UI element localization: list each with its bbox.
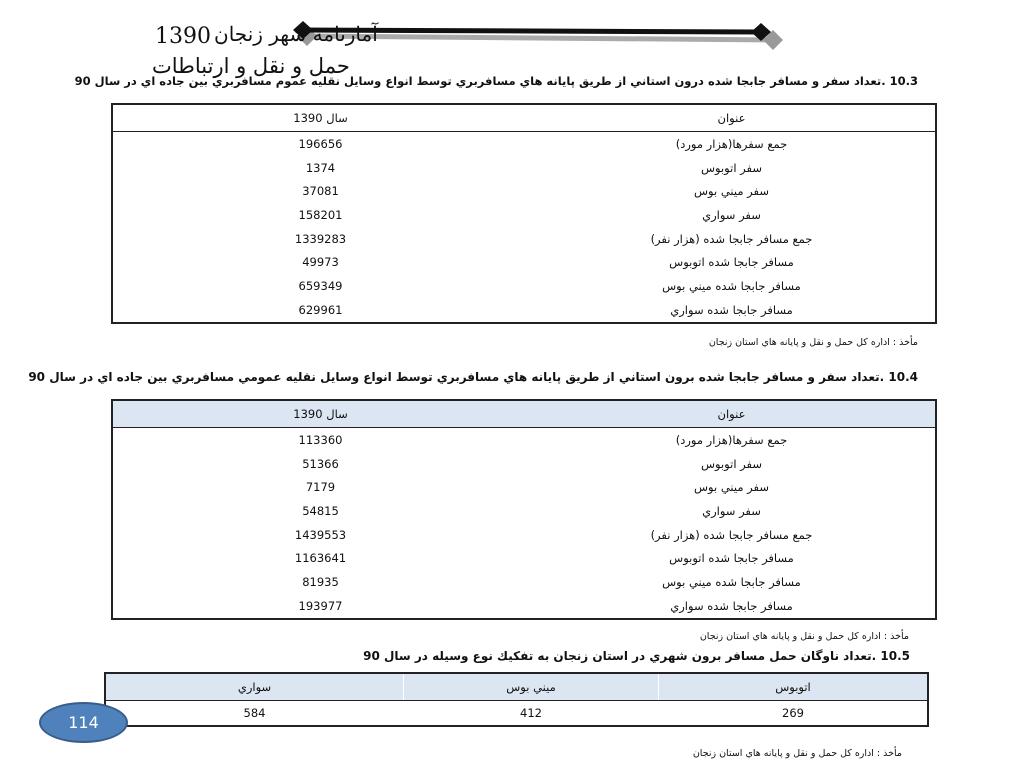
- table-row: [112, 546, 936, 570]
- row-value: 7179: [305, 480, 336, 495]
- row-value: 196656: [298, 136, 343, 151]
- row-label: مسافر جابجا شده ميني بوس: [662, 574, 801, 589]
- row-label: مسافر جابجا شده ميني بوس: [662, 278, 801, 293]
- chapter-title: حمل و نقل و ارتباطات: [152, 54, 350, 78]
- table-row: [112, 594, 936, 619]
- car-count: 584: [243, 705, 266, 720]
- column-header-year: سال 1390: [112, 400, 528, 428]
- table-row: [112, 523, 936, 547]
- column-header-car: سواري: [105, 673, 404, 701]
- table-row: [112, 475, 936, 499]
- table-row: [112, 428, 936, 452]
- table-10-4: [111, 399, 937, 620]
- row-value: 1163641: [294, 551, 347, 566]
- row-label: مسافر جابجا شده سواري: [670, 302, 793, 317]
- row-label: مسافر جابجا شده سواري: [670, 598, 793, 613]
- row-label: سفر ميني بوس: [694, 480, 769, 495]
- table-row: [112, 499, 936, 523]
- table-10-5-caption: 10.5 .تعداد ناوگان حمل مسافر برون شهري در استان زنجان به تفكيك نوع وسيله در سال 90: [363, 649, 910, 663]
- table-row: [105, 701, 928, 726]
- column-header-title: عنوان: [528, 104, 936, 132]
- column-header-minibus: ميني بوس: [404, 673, 659, 701]
- row-label: مسافر جابجا شده اتوبوس: [669, 551, 794, 566]
- table-row: [112, 132, 936, 156]
- row-value: 37081: [302, 184, 339, 199]
- row-value: 193977: [298, 598, 343, 613]
- row-value: 54815: [302, 503, 339, 518]
- row-value: 659349: [298, 278, 343, 293]
- table-row: [112, 298, 936, 323]
- table-row: [112, 570, 936, 594]
- table-10-4-source: مأخذ : اداره كل حمل و نقل و پايانه هاي استان زنجان: [699, 631, 909, 642]
- row-value: 49973: [302, 255, 339, 270]
- row-value: 51366: [302, 456, 339, 471]
- table-10-3: [111, 103, 937, 324]
- column-header-bus: اتوبوس: [659, 673, 929, 701]
- row-label: سفر ميني بوس: [694, 184, 769, 199]
- table-row: [112, 250, 936, 274]
- report-year: 1390: [155, 24, 211, 49]
- row-label: سفر سواري: [702, 503, 761, 518]
- table-row: [112, 156, 936, 180]
- row-value: 81935: [302, 574, 339, 589]
- page-number: 114: [68, 713, 99, 732]
- table-row: [112, 179, 936, 203]
- table-row: [112, 274, 936, 298]
- table-header-row: [105, 673, 928, 701]
- row-label: سفر اتوبوس: [701, 456, 762, 471]
- table-10-3-caption: 10.3 .تعداد سفر و مسافر جابجا شده درون استاني از طريق پايانه هاي مسافربري توسط انواع وسايل نقليه عموم مسافربري بين جاده اي در سال 90: [74, 74, 918, 88]
- row-label: جمع سفرها(هزار مورد): [675, 136, 788, 151]
- table-row: [112, 203, 936, 227]
- row-value: 1339283: [294, 231, 347, 246]
- row-label: مسافر جابجا شده اتوبوس: [669, 255, 794, 270]
- table-row: [112, 452, 936, 476]
- table-header-row: [112, 400, 936, 428]
- row-label: جمع مسافر جابجا شده (هزار نفر): [650, 527, 813, 542]
- table-row: [112, 227, 936, 251]
- table-10-3-source: مأخذ : اداره كل حمل و نقل و پايانه هاي استان زنجان: [708, 337, 918, 348]
- minibus-count: 412: [404, 701, 659, 726]
- bus-count: 269: [659, 701, 929, 726]
- column-header-title: عنوان: [528, 400, 936, 428]
- row-label: سفر اتوبوس: [701, 160, 762, 175]
- table-10-5-source: مأخذ : اداره كل حمل و نقل و پايانه هاي استان زنجان: [692, 748, 902, 759]
- row-value: 1439553: [294, 527, 347, 542]
- row-value: 113360: [298, 432, 343, 447]
- table-header-row: [112, 104, 936, 132]
- row-label: جمع مسافر جابجا شده (هزار نفر): [650, 231, 813, 246]
- row-label: جمع سفرها(هزار مورد): [675, 432, 788, 447]
- book-title: آمارنامه شهر زنجان: [214, 22, 378, 46]
- row-label: سفر سواري: [702, 207, 761, 222]
- table-10-4-caption: 10.4 .تعداد سفر و مسافر جابجا شده برون استاني از طريق پايانه هاي مسافربري توسط انواع وسايل نقليه عمومي مسافربري بين جاده اي در سال 90: [28, 370, 918, 384]
- column-header-year: سال 1390: [112, 104, 528, 132]
- table-10-5: [104, 672, 929, 727]
- row-value: 158201: [298, 207, 343, 222]
- page-number-badge: [39, 702, 128, 743]
- row-value: 1374: [305, 160, 336, 175]
- row-value: 629961: [298, 302, 343, 317]
